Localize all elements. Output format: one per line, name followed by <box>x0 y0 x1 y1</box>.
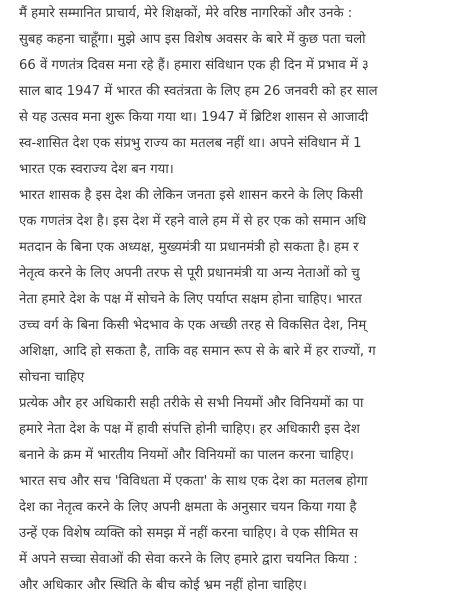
text-line: भारत सच और सच 'विविधता में एकता' के साथ एक देश का मतलब होगा <box>19 474 368 489</box>
text-line: भारत एक स्वराज्य देश बन गया। <box>19 162 174 177</box>
text-line: भारत शासक है इस देश की लेकिन जनता इसे शासन करने के लिए किसी <box>19 188 363 203</box>
text-line: एक गणतंत्र देश है। इस देश में रहने वाले हम में से हर एक को समान अधि <box>19 214 367 229</box>
text-line: प्रत्येक और हर अधिकारी सही तरीके से सभी नियमों और विनियमों का पा <box>19 396 364 411</box>
text-line: हमारे नेता देश के पक्ष में हावी संपत्ति होनी चाहिए। हर अधिकारी इस देश <box>19 422 360 437</box>
text-line: अशिक्षा, आदि हो सकता है, ताकि वह समान रूप से के बारे में हर राज्यों, ग <box>19 344 376 359</box>
text-line: उच्च वर्ग के बिना किसी भेदभाव के एक अच्छी तरह से विकसित देश, निम् <box>19 318 367 333</box>
text-line: स्व-शासित देश एक संप्रभु राज्य का मतलब नहीं था। अपने संविधान में 1 <box>19 136 362 151</box>
text-line: बनाने के क्रम में भारतीय नियमों और विनियमों का पालन करना चाहिए। <box>19 448 354 463</box>
text-line: से यह उत्सव मना शुरू किया गया था। 1947 में ब्रिटिश शासन से आजादी <box>19 110 369 125</box>
text-line: मतदान के बिना एक अध्यक्ष, मुख्यमंत्री या प्रधानमंत्री हो सकता है। हम र <box>19 240 359 255</box>
text-line: साल बाद 1947 में भारत की स्वतंत्रता के लिए हम 26 जनवरी को हर साल <box>19 84 378 99</box>
text-line: उन्हें एक विशेष व्यक्ति को समझ में नहीं करना चाहिए। वे एक सीमित स <box>19 526 359 541</box>
text-line: में अपने सच्चा सेवाओं की सेवा करने के लिए हमारे द्वारा चयनित किया : <box>19 552 358 567</box>
text-line: नेता हमारे देश के पक्ष में सोचने के लिए पर्याप्त सक्षम होना चाहिए। भारत <box>19 292 362 307</box>
text-line: नेतृत्व करने के लिए अपनी तरफ से पूरी प्रधानमंत्री या अन्य नेताओं को चु <box>19 266 360 281</box>
text-line: 66 वें गणतंत्र दिवस मना रहे हैं। हमारा संविधान एक ही दिन में प्रभाव में ३ <box>19 58 369 73</box>
text-line: सुबह कहना चाहूँगा। मुझे आप इस विशेष अवसर के बारे में कुछ पता चलो <box>19 32 366 47</box>
text-line: मैं हमारे सम्मानित प्राचार्य, मेरे शिक्षकों, मेरे वरिष्ठ नागरिकों और उनके : <box>19 6 353 21</box>
text-line: देश का नेतृत्व करने के लिए अपनी क्षमता के अनुसार चयन किया गया है <box>19 500 357 515</box>
text-line: सोचना चाहिए <box>19 370 85 385</box>
text-line: और अधिकार और स्थिति के बीच कोई भ्रम नहीं होना चाहिए। <box>19 578 307 593</box>
